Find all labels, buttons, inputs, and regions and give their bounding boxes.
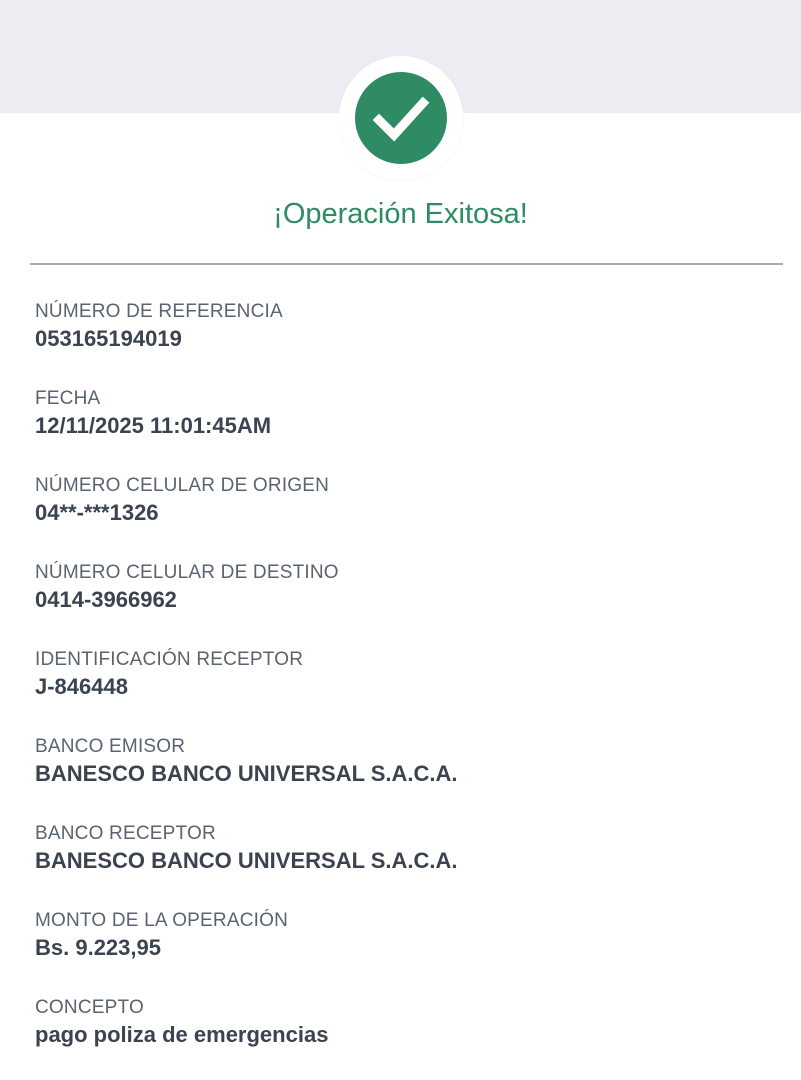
field-value: pago poliza de emergencias bbox=[35, 1022, 329, 1047]
field-value: 0414-3966962 bbox=[35, 587, 177, 612]
field-value: 053165194019 bbox=[35, 326, 182, 351]
field-value: 12/11/2025 11:01:45AM bbox=[35, 413, 272, 438]
field-label: NÚMERO DE REFERENCIA bbox=[35, 301, 283, 322]
field-row bbox=[35, 387, 771, 440]
field-label: FECHA bbox=[35, 388, 101, 409]
field-label: BANCO RECEPTOR bbox=[35, 823, 216, 844]
field-row bbox=[35, 735, 771, 788]
field-row bbox=[35, 561, 771, 614]
field-row bbox=[35, 648, 771, 701]
field-row bbox=[35, 474, 771, 527]
field-row bbox=[35, 822, 771, 875]
check-icon bbox=[355, 72, 447, 164]
field-label: BANCO EMISOR bbox=[35, 736, 186, 757]
field-row bbox=[35, 996, 771, 1049]
field-label: CONCEPTO bbox=[35, 997, 144, 1018]
field-row bbox=[35, 909, 771, 962]
page-title: ¡Operación Exitosa! bbox=[273, 198, 528, 230]
field-label: NÚMERO CELULAR DE DESTINO bbox=[35, 562, 339, 583]
field-value: BANESCO BANCO UNIVERSAL S.A.C.A. bbox=[35, 848, 458, 873]
field-value: Bs. 9.223,95 bbox=[35, 935, 161, 960]
field-value: BANESCO BANCO UNIVERSAL S.A.C.A. bbox=[35, 761, 458, 786]
receipt-fields bbox=[0, 265, 801, 1049]
field-value: 04**-***1326 bbox=[35, 500, 159, 525]
field-label: MONTO DE LA OPERACIÓN bbox=[35, 910, 289, 931]
field-row bbox=[35, 300, 771, 353]
success-badge bbox=[339, 56, 463, 180]
field-value: J-846448 bbox=[35, 674, 128, 699]
field-label: NÚMERO CELULAR DE ORIGEN bbox=[35, 475, 330, 496]
field-label: IDENTIFICACIÓN RECEPTOR bbox=[35, 649, 304, 670]
